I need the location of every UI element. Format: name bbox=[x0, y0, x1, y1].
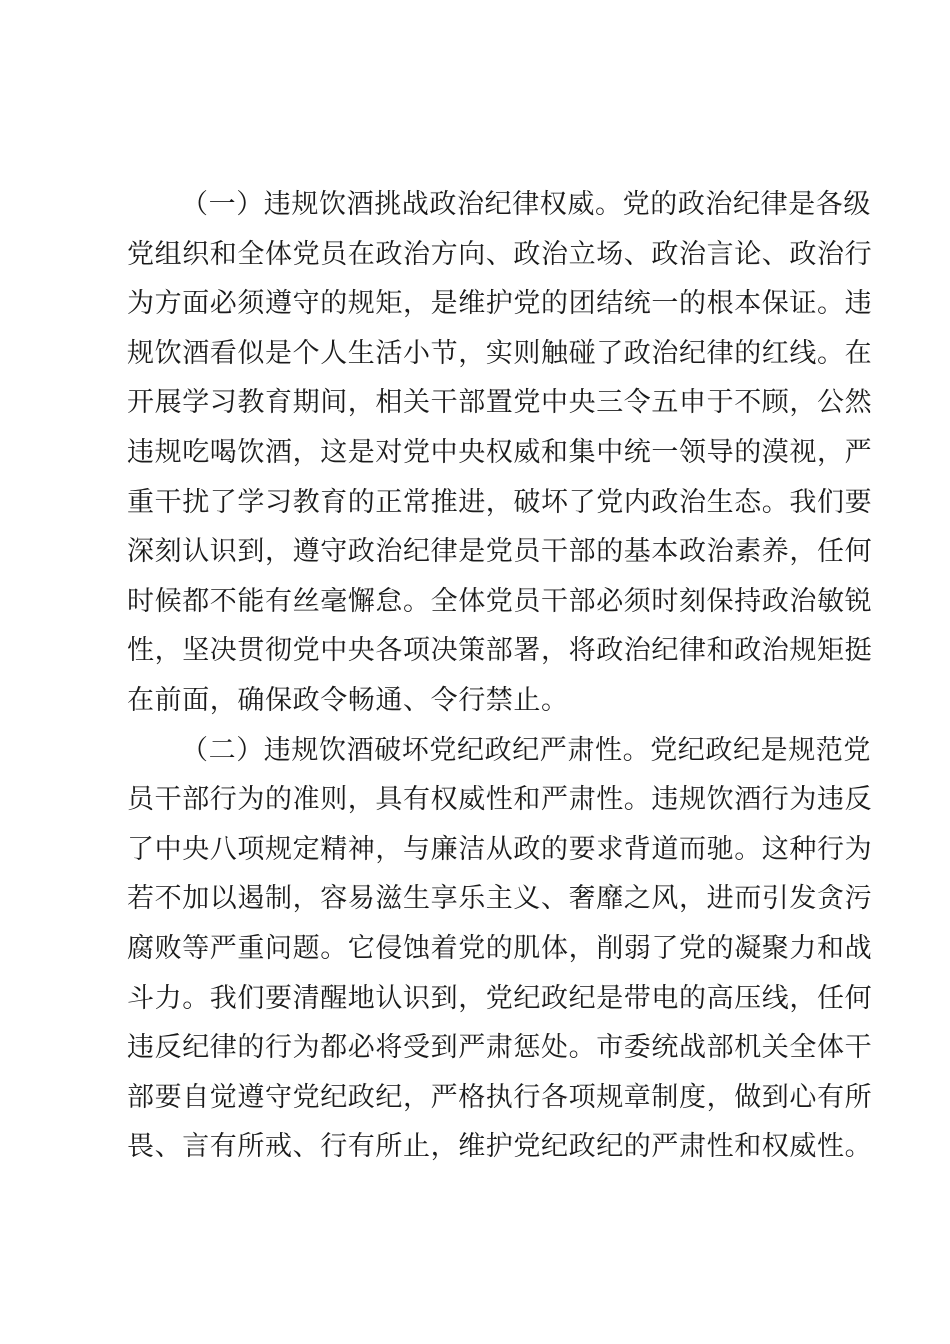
paragraph-political-discipline bbox=[127, 180, 873, 726]
paragraph-line: （一）违规饮酒挑战政治纪律权威。党的政治纪律是各级 bbox=[181, 189, 871, 220]
paragraph-line: 斗力。我们要清醒地认识到，党纪政纪是带电的高压线，任何 bbox=[127, 982, 873, 1014]
paragraph-line: 畏、言有所戒、行有所止，维护党纪政纪的严肃性和权威性。 bbox=[127, 1131, 873, 1163]
paragraph-line: 深刻认识到，遵守政治纪律是党员干部的基本政治素养，任何 bbox=[127, 536, 873, 568]
document-body bbox=[127, 180, 873, 1172]
paragraph-party-discipline bbox=[127, 726, 873, 1172]
paragraph-line: 部要自觉遵守党纪政纪，严格执行各项规章制度，做到心有所 bbox=[127, 1081, 873, 1113]
paragraph-line: 规饮酒看似是个人生活小节，实则触碰了政治纪律的红线。在 bbox=[127, 337, 873, 369]
paragraph-line: 违反纪律的行为都必将受到严肃惩处。市委统战部机关全体干 bbox=[127, 1032, 873, 1064]
paragraph-line: 腐败等严重问题。它侵蚀着党的肌体，削弱了党的凝聚力和战 bbox=[127, 932, 873, 964]
paragraph-line: 若不加以遏制，容易滋生享乐主义、奢靡之风，进而引发贪污 bbox=[127, 883, 873, 915]
paragraph-line: 性，坚决贯彻党中央各项决策部署，将政治纪律和政治规矩挺 bbox=[127, 635, 873, 667]
paragraph-line: 员干部行为的准则，具有权威性和严肃性。违规饮酒行为违反 bbox=[127, 784, 873, 816]
paragraph-line: 了中央八项规定精神，与廉洁从政的要求背道而驰。这种行为 bbox=[127, 833, 873, 865]
paragraph-line: （二）违规饮酒破坏党纪政纪严肃性。党纪政纪是规范党 bbox=[181, 734, 871, 766]
paragraph-line: 为方面必须遵守的规矩，是维护党的团结统一的根本保证。违 bbox=[127, 288, 873, 320]
paragraph-line: 在前面，确保政令畅通、令行禁止。 bbox=[127, 684, 569, 716]
paragraph-line: 重干扰了学习教育的正常推进，破坏了党内政治生态。我们要 bbox=[127, 486, 873, 518]
paragraph-line: 开展学习教育期间，相关干部置党中央三令五申于不顾，公然 bbox=[127, 387, 873, 419]
paragraph-line: 时候都不能有丝毫懈怠。全体党员干部必须时刻保持政治敏锐 bbox=[127, 585, 873, 617]
paragraph-line: 违规吃喝饮酒，这是对党中央权威和集中统一领导的漠视，严 bbox=[127, 436, 873, 468]
paragraph-line: 党组织和全体党员在政治方向、政治立场、政治言论、政治行 bbox=[127, 238, 873, 270]
